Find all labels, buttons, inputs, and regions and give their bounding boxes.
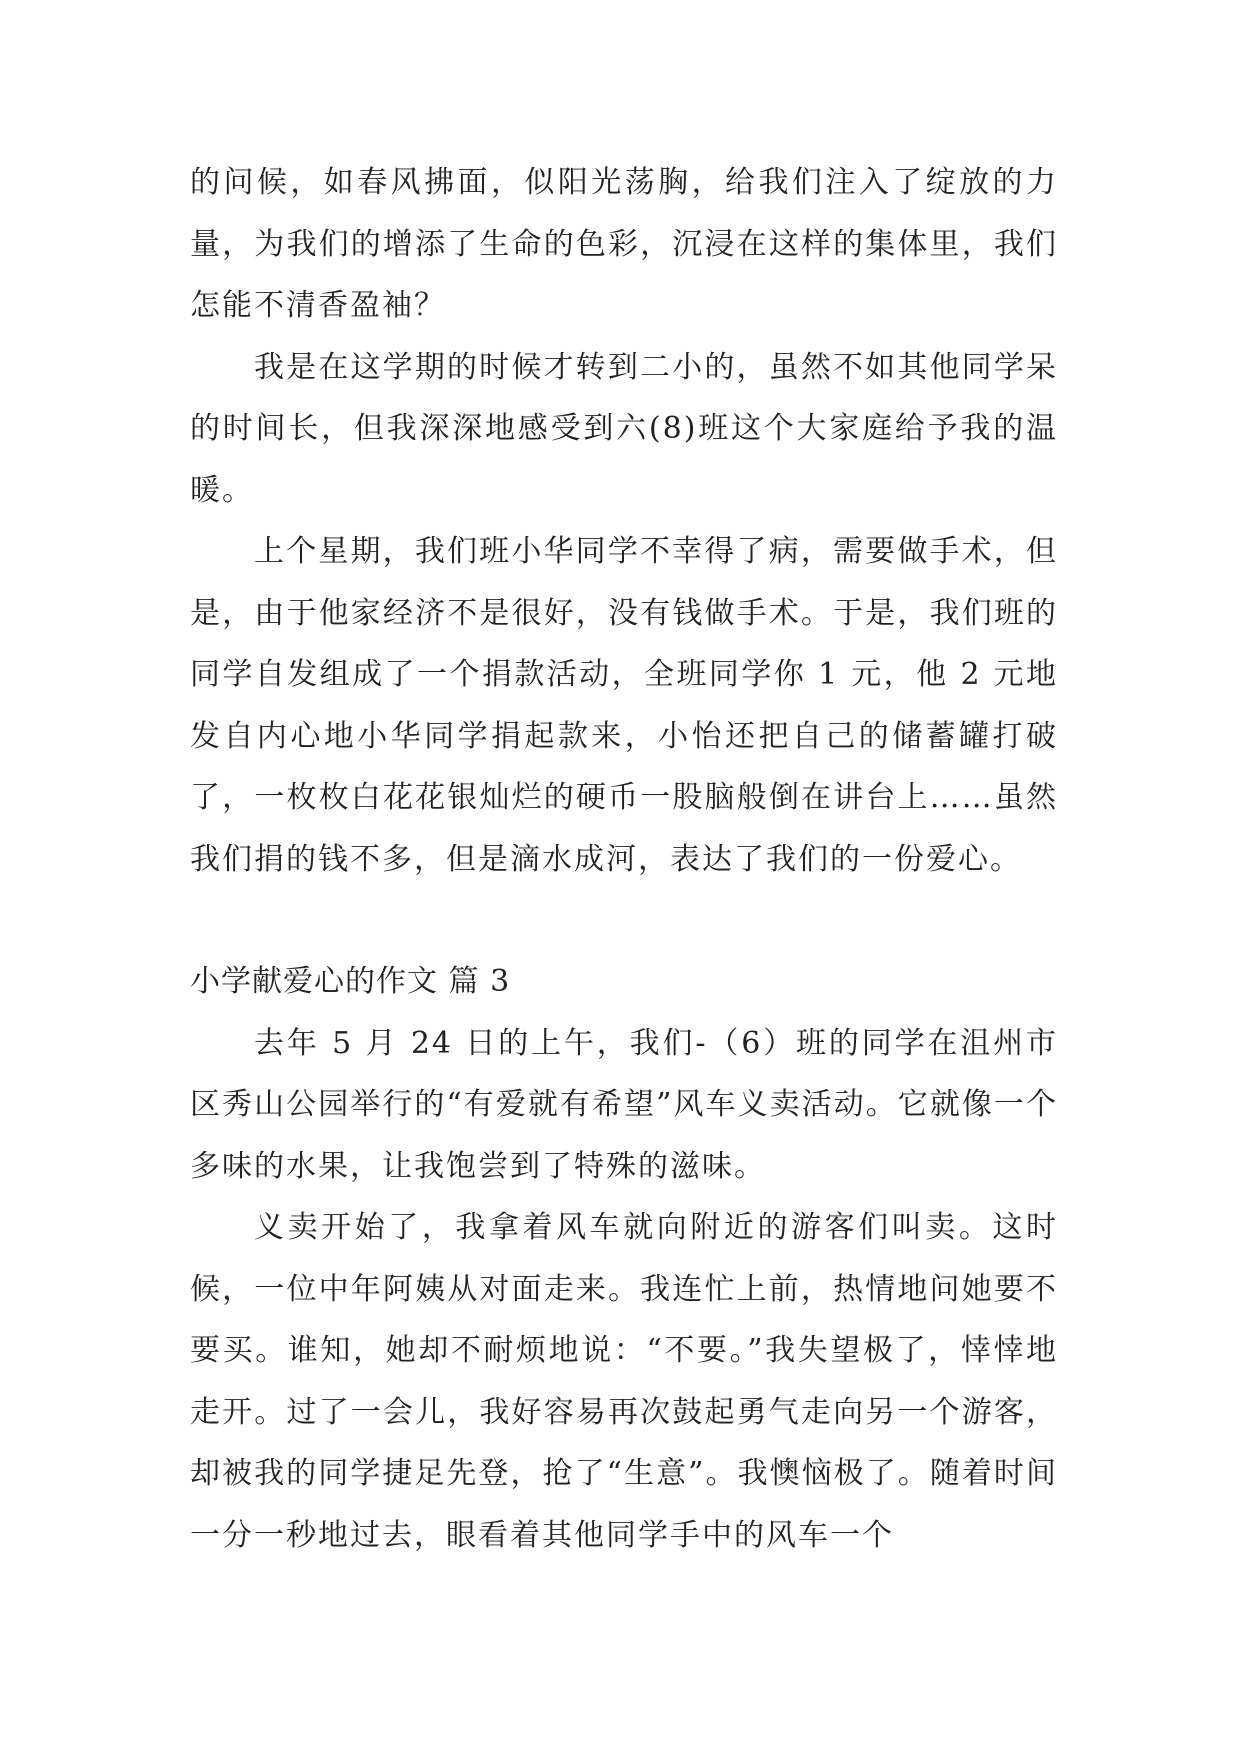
paragraph-transfer: 我是在这学期的时候才转到二小的，虽然不如其他同学呆的时间长，但我深深地感受到六(8)班这个大家庭给予我的温暖。 [190, 349, 1058, 508]
section-heading: 小学献爱心的作文 篇 3 [190, 964, 511, 999]
paragraph-donation: 上个星期，我们班小华同学不幸得了病，需要做手术，但是，由于他家经济不是很好，没有钱做手术。于是，我们班的同学自发组成了一个捐款活动，全班同学你 1 元，他 2 元地发自内心地小华同学捐起款来，小怡还把自己的储蓄罐打破了，一枚枚白花花银灿烂的硬币一股脑般倒在讲台上……虽然我们捐的钱不多，但是滴水成河，表达了我们的一份爱心。 [190, 534, 1058, 877]
paragraph-intro: 的问候，如春风拂面，似阳光荡胸，给我们注入了绽放的力量，为我们的增添了生命的色彩，沉浸在这样的集体里，我们怎能不清香盈袖？ [190, 165, 1058, 323]
paragraph-selling: 义卖开始了，我拿着风车就向附近的游客们叫卖。这时候，一位中年阿姨从对面走来。我连忙上前，热情地问她要不要买。谁知，她却不耐烦地说：“不要。”我失望极了，悻悻地走开。过了一会儿，我好容易再次鼓起勇气走向另一个游客，却被我的同学捷足先登，抢了“生意”。我懊恼极了。随着时间一分一秒地过去，眼看着其他同学手中的风车一个 [190, 1210, 1058, 1553]
paragraph-charity-sale: 去年 5 月 24 日的上午，我们-（6）班的同学在沮州市区秀山公园举行的“有爱就有希望”风车义卖活动。它就像一个多味的水果，让我饱尝到了特殊的滋味。 [190, 1025, 1058, 1184]
document-body [190, 152, 1058, 1566]
